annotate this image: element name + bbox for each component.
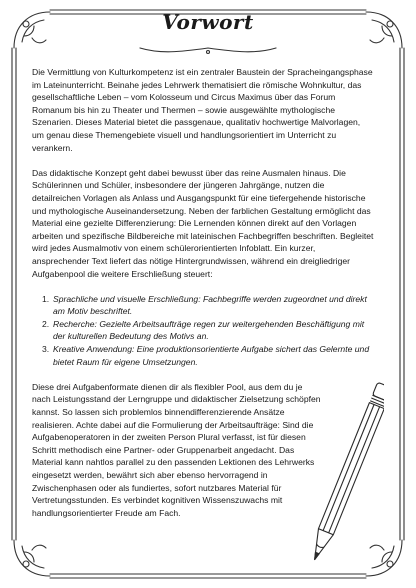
task-number: 1.: [42, 293, 50, 304]
task-text: Kreative Anwendung: Eine produktionsorientierte Aufgabe sichert das Gelernte und bietet Raum für eigene Umsetzungen.: [53, 344, 370, 367]
task-text: Sprachliche und visuelle Erschließung: Fachbegriffe werden zugeordnet und direkt am Motiv beschriftet.: [53, 293, 367, 317]
intro-paragraph: Die Vermittlung von Kulturkompetenz ist ein zentraler Baustein der Spracheingangsphase im Lateinunterricht. Beinahe jedes Lehrwerk thematisiert die römische Wohnkultur, das gesellschaftliche Leben – vom Kolosseum und Circus Maximus über das Forum Romanum bis hin zu Theater und Thermen – sowie ausgewählte mythologische Szenarien. Dieses Material bietet die passgenaue, qualitativ hochwertige Malvorlagen, um genau diese Themengebiete visuell und handlungsorientiert im Unterricht zu verankern.: [32, 67, 373, 153]
task-number: 3.: [42, 344, 50, 355]
list-item: [42, 343, 374, 368]
pencil-illustration: [312, 376, 384, 578]
closing-paragraph: Diese drei Aufgabenformate dienen dir als flexibler Pool, aus dem du je nach Leistungsstand der Lerngruppe und didaktischer Zielsetzung schöpfen kannst. So lassen sich problemlos binnendifferenzierende Ansätze realisieren. Achte dabei auf die Formulierung der Arbeitsaufträge: Sind die Aufgabenoperatoren in der zweiten Person Plural verfasst, ist für diesen Schritt methodisch eine Partner- oder Gruppenarbeit angedacht. Das Material kann nahtlos parallel zu den passenden Lektionen des Lehrwerks eingesetzt werden, bewährt sich aber ebenso hervorragend in Zwischenphasen oder als fundiertes, sofort nutzbares Material für Vertretungsstunden. Es verbindet kognitiven Wissenszuwachs mit handlungsorientierter Freude am Fach.: [32, 381, 321, 518]
list-item: [42, 293, 374, 318]
task-list: [32, 293, 374, 369]
task-number: 2.: [42, 318, 50, 329]
concept-paragraph: Das didaktische Konzept geht dabei bewusst über das reine Ausmalen hinaus. Die Schülerinnen und Schüler, insbesondere der jüngeren Jahrgänge, nutzen die detailreichen Vorlagen als Anlass und Ausgangspunkt für eine tiefergehende historische und mythologische Auseinandersetzung. Neben der farblichen Gestaltung ermöglicht das Material eine gezielte Differenzierung: Die Lernenden können direkt auf den Vorlagen arbeiten und spezifische Bildbereiche mit lateinischen Fachbegriffen beschriften. Begleitet wird jedes Ausmalmotiv von einem schülerorientierten Infoblatt. Ein kurzer, ansprechender Text liefert das nötige Hintergrundwissen, während ein dreigliedriger Aufgabenpool die weitere Erschließung steuert:: [32, 167, 374, 279]
task-text: Recherche: Gezielte Arbeitsaufträge regen zur weitergehenden Beschäftigung mit der kulturellen Bedeutung des Motivs an.: [53, 318, 365, 342]
title-flourish: [140, 48, 276, 54]
page-title: Vorwort: [162, 10, 254, 34]
corner-ornament-bottom-left: [14, 540, 50, 576]
list-item: [42, 318, 374, 343]
